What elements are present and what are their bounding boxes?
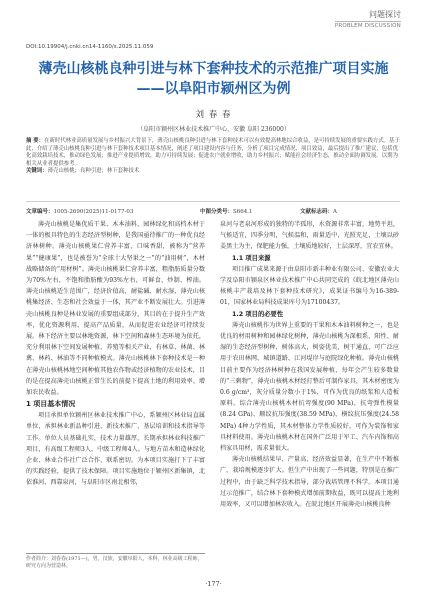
project-paragraph: 项目承担单位颍州区林业技术推广中心，系颍州区林业局直属单位，承担林业新品种引进、新技术推广、基层培训和技术指导等工作。单位人员基础扎实，技术力量雄厚，长期承担林业科技推广项目，有高级工程师3人，中级工程师4人。与地方苗木和造林绿化企业、林业合作社广泛合作，联系密切。为本项目实施打下了丰富的实践经验，提供了技术保障。项目实施地位于颍州区新集镇，北依淮河、西靠泉河，与阜阳市区南北相邻，	[26, 412, 205, 487]
clc-value: S664.1	[233, 209, 253, 215]
document-code-label: 文献标志码：	[300, 209, 334, 215]
source-paragraph: 项目推广成果来源于由阜阳市新丰种业有限公司、安徽农业大学及阜阳市颍泉区林业技术推广中心共同完成的《皖北地区薄壳山核桃丰产栽培及林下套种技术研究》，成果证书编号为16-389-01，国家林业局科技成果库号为17100437。	[220, 265, 399, 307]
document-code	[300, 207, 337, 215]
author-affiliation: （阜阳市颍州区林业技术推广中心，安徽 阜阳 236000）	[137, 126, 290, 133]
abstract-text: 在新时代林业高质量发展与乡村振兴大背景下，薄壳山核桃良种引进与林下套种技术可以有效提高林地综合收益，是可持续发展的重要实践方式。基于此，介绍了薄壳山核桃良种引进与林下套种技术项目基本情况，阐述了项目建设内容与任务，分析了项目完成情况、项目效益，最后提出了推广建议，包括优化高效栽培技术，推动绿色发展；推进产业提质增效，助力可持续发展；促进农户就业增收，助力乡村振兴；赋能社会经济生态，推动全面协调发展。以期为相关从业者提供参考。	[26, 138, 400, 167]
article-number-label: 文章编号：	[26, 209, 54, 215]
abstract-block	[26, 138, 400, 176]
need-paragraph-2: 薄壳山核桃结果早、产量高、经济效益显著，在生产中不断推广，栽培规模逐步扩大。但生产中出现了一些问题，特别是在推广过程中，由于缺乏科学技术指导，部分栽培管理不科学。本项目通过示范推广，结合林下套种模式增加前期收益，既可以提高土地利用效率，又可以增加林农收入。在皖北地区开展薄壳山核桃良种	[220, 456, 399, 509]
journal-section-header	[335, 10, 401, 29]
need-paragraph-1: 薄壳山核桃作为世界上重要的干果和木本油料树种之一，也是优良的材用树种和园林绿化树种，薄壳山核桃为深根系、阳性、耐湿的生态经济型树种，树体高大，树姿优美，树干通直，可广泛应用于农田林网、城镇道路、江河堤岸与庭院绿化种植。薄壳山核桃目前主要作为经济林树种在我国发展种植，每年会产生较多数量的“三剩物”，薄壳山核桃木材经打整后可制作家具，其木材密度为0.6 g/cm³，灰分质量分数小于1%，可作为优良的纸浆和人造板原料。综合薄壳山核桃木材抗弯强度(90 MPa)、抗弯弹性模量(8.24 GPa)、顺纹抗压强度(38.59 MPa)、横纹抗压强度(24.58 MPa) 4种力学性质，其木材整体力学性质较好，可作为装饰和家具材料使用。薄壳山核桃木材在国外广泛用于军工、汽车内饰和高档家具用材，需求量很大。	[220, 321, 399, 453]
paper-title-line1: 薄壳山核桃良种引进与林下套种技术的示范推广项目实施	[38, 61, 389, 77]
doi-line: DOI:10.19904/j.cnki.cn14-1160/s.2025.11.059	[26, 44, 154, 50]
keywords-text: 薄壳山核桃；良种引进；林下套种技术	[47, 168, 140, 175]
clc-label: 中图分类号：	[200, 209, 234, 215]
paper-title-line2: ——以阜阳市颍州区为例	[136, 81, 291, 97]
subsection-heading-source: 1.1 项目来源	[232, 254, 271, 262]
body-column-right	[220, 219, 399, 510]
abstract-divider	[26, 201, 400, 202]
document-code-value: A	[333, 209, 337, 215]
intro-paragraph: 薄壳山核桃是集优质干果、木本油料、园林绿化和高档木材于一体的极具特色的生态经济型树种，是我国亟待推广的一种优良经济林树种。薄壳山核桃果仁营养丰富，口味香甜，被称为“营养果”“健康果”，也是被誉为“全球十大坚果之一”的“油用树”，木材战略储备的“用材树”。薄壳山核桃果仁营养丰富，粗脂肪质量分数为70%左右，不饱和脂肪酸为93%左右，可鲜食、炒制、榨油。薄壳山核桃适生范围广，经济价值高，耐盐碱、耐水湿，薄壳山核桃集经济、生态和社会效益于一体，其产业不断发展壮大。引进薄壳山核桃良种是林业发展的重要组成部分，其目的在于提升生产效率，优化资源利用、提高产品质量，从而促进农业经济可持续发展。林下经济主要以林地资源，林下空间和森林生态环境为依托，充分利用林下空间发展种植、养殖等相关产业，有林草、林菌、林禽、林药、林油等不同种植模式。薄壳山核桃林下套种技术是一种在薄壳山核桃林地空间种植其他农作物或经济植物的农业技术，目的是在提高薄壳山核桃正常生长的前提下提高土地的利用效率、增加农民收益。	[26, 221, 205, 397]
section-title-cn: 问题探讨	[369, 10, 401, 19]
author-footnote: 作者简介：刘春春(1971—)，男，汉族，安徽阜阳人，本科，林业高级工程师，研究方向为营造林。	[26, 553, 205, 570]
section-heading-project: 1 项目基本情况	[26, 400, 76, 409]
author-name: 刘 春 春	[195, 110, 232, 120]
page-number: ·177·	[205, 580, 222, 588]
keywords-label: 关键词：	[26, 168, 48, 175]
keywords	[26, 168, 400, 176]
abstract-label: 摘 要：	[26, 138, 45, 144]
article-number-value: 1005-2690(2025)11-0177-03	[53, 209, 134, 215]
subsection-heading-need: 1.2 项目的必要性	[232, 310, 284, 318]
section-title-en: PROBLEM DISCUSSION	[334, 23, 401, 29]
article-number	[26, 207, 133, 215]
intro-continued-paragraph: 泉河与老泉河形成的独特的半孤形，水资源非常丰富，地势平坦，气候适宜，四季分明，气候温和，雨量适中，光照充足，土壤以砂姜黑土为主，保肥能力强，土壤质地较好，土层深厚，宜农宜林。	[220, 221, 399, 251]
clc-number	[200, 207, 253, 215]
abstract	[26, 138, 400, 168]
body-column-left	[26, 219, 205, 489]
